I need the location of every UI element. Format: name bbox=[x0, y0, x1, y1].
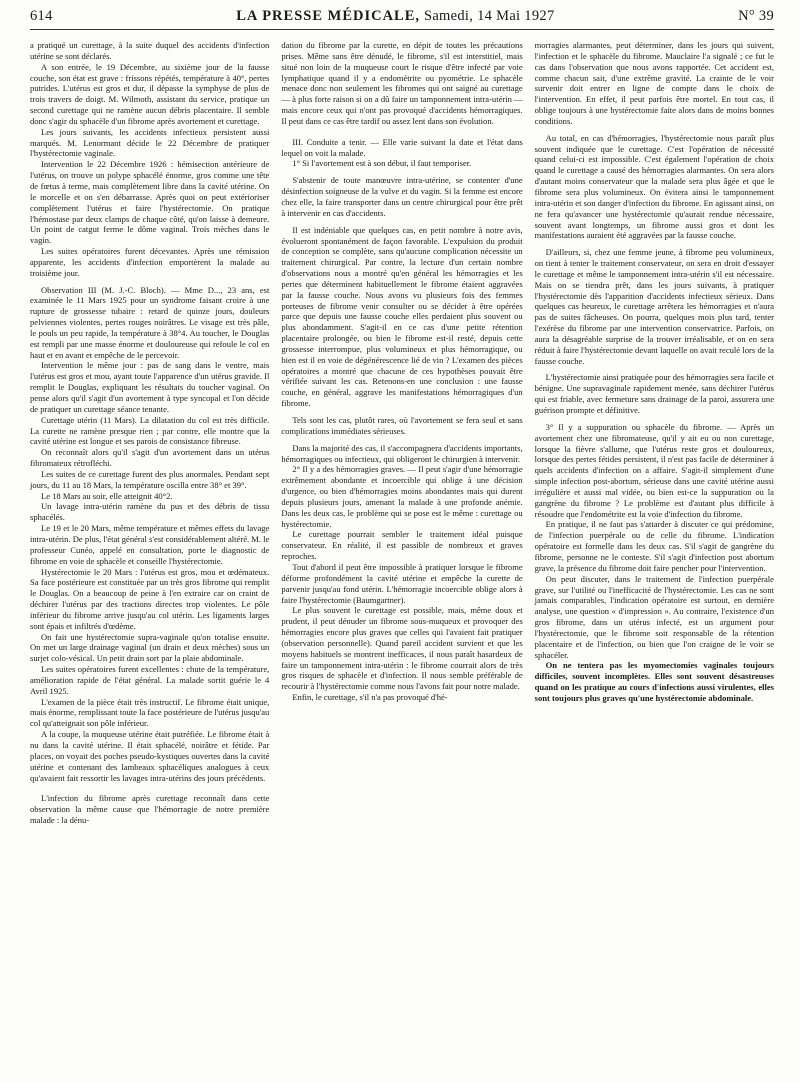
paragraph: a pratiqué un curettage, à la suite duquel des accidents d'infection utérine se sont déclarés. bbox=[30, 40, 270, 61]
paragraph: Enfin, le curettage, s'il n'a pas provoqué d'hé- bbox=[292, 692, 448, 703]
paragraph: Il est indéniable que quelques cas, en petit nombre à notre avis, évolueront spontanément de façon favorable. L'expulsion du produit de conception se complète, sans qu'aucune complication nécessite un traitement chirurgical. Par contre, la lecture d'un certain nombre d'observations nous a montré qu'en général les hémorragies et les pertes que déterminent habituellement le fibrome étaient aggravées par la fausse couche. Nous avons vu plusieurs fois des femmes porteuses de fibrome venir consulter ou se décider à être opérées parce que depuis une fausse couche elles perdaient plus souvent ou plus abondamment. S'agit-il en ce cas d'une petite rétention placentaire prolongée, ou bien le fibrome est-il resté, depuis cette grossesse interrompue, plus volumineux et plus hémorragique, ou bien est il en voie de dégénérescence lié de vin ? L'examen des pièces opératoires a montré que chacune de ces hypothèses pouvait être vérifiée suivant les cas. Retenons-en une conclusion : une fausse couche, en général, aggrave les manifestations hémorragiques d'un fibrome. bbox=[281, 224, 523, 409]
paragraph: S'abstenir de toute manœuvre intra-utérine, se contenter d'une désinfection soigneuse de la vulve et du vagin. Si la femme est encore chez elle, la faire transporter dans un centre chirurgical pour être prêt à intervenir en cas d'accidents. bbox=[281, 175, 523, 218]
subsection-paragraph: 2° Il y a des hémorragies graves. — Il peut s'agir d'une hémorragie extrêmement abondante et incoercible qui oblige à une décision d'urgence, ou bien d'hémorragies moins abondantes mais qui durent depuis plusieurs jours, amenant la malade à une profonde anémie. Dans les deux cas, le problème qui se pose est le même : curettage ou hystérectomie. bbox=[281, 464, 523, 529]
paragraph: Un lavage intra-utérin ramène du pus et des débris de tissu sphacélés. bbox=[30, 501, 270, 523]
paragraph: Les suites de ce curettage furent des plus anormales. Pendant sept jours, du 11 au 18 Mars, la température oscilla entre 38° et 39°. bbox=[30, 468, 270, 490]
subsection-paragraph: 3° Il y a suppuration ou sphacèle du fibrome. — Après un avortement chez une fibromateuse, qu'il y ait eu ou non curettage, lorsque la fièvre s'allume, que l'utérus reste gros et douloureux, lorsque des pertes fétides persistent, il n'est pas facile de déterminer à quels accidents d'infection on a affaire. S'agit-il simplement d'une simple infection post-abortum, sérieuse dans une cavité utérine aussi irrégulière et aussi mal vidée, ou bien est-ce la suppuration ou la gangrène du fibrome ? Le problème est d'autant plus difficile à résoudre que l'endométrite est la voie d'infection du fibrome. bbox=[534, 421, 774, 519]
paragraph: 1° Si l'avortement est à son début, il faut temporiser. bbox=[292, 158, 472, 169]
column-1 bbox=[30, 40, 269, 826]
paragraph: A la coupe, la muqueuse utérine était putréfiée. Le fibrome était à nu dans la cavité utérine. Il était sphacélé, noirâtre et fétide. Par places, on voyait des poches pseudo-kystiques ouvertes dans la cavité utérine et contenant des lambeaux sphacéliques analogues à ceux qu'avaient fait ressortir les lavages intra-utérins des jours précédents. bbox=[30, 729, 270, 783]
paragraph: En pratique, il ne faut pas s'attarder à discuter ce qui prédomine, de l'infection puerpérale ou de celle du fibrome. L'indication opératoire est formelle dans les deux cas. S'il s'agit de gangrène du fibrome, personne ne le conteste. S'il s'agit d'infection post abortum grave, la présence du fibrome doit faire pencher pour l'intervention. bbox=[534, 519, 774, 573]
paragraph: Tels sont les cas, plutôt rares, où l'avortement se fera seul et sans complications immédiates sérieuses. bbox=[281, 415, 523, 436]
paragraph: D'ailleurs, si, chez une femme jeune, à fibrome peu volumineux, on tient à tenter le traitement conservateur, on sera en droit d'essayer le curettage et même le tamponnement intra-utérin s'il est nécessaire. Mais on se tiendra prêt, dans les jours suivants, à pratiquer l'hystérectomie dès l'apparition d'accidents infectieux sérieux. Dans quelques cas heureux, le curettage arrêtera les hémorragies et n'aura pas de suites fâcheuses. On pourra, quelques mois plus tard, tenter l'exérèse du fibrome par une intervention conservatrice. Parfois, on aura la désagréable surprise de la trouver irréalisable, et on en sera réduit à faire l'hystérectomie devant laquelle on avait reculé lors de la fausse couche. bbox=[534, 247, 774, 366]
paragraph: Dans la majorité des cas, il s'accompagnera d'accidents importants, hémorragiques ou infectieux, qui obligeront le chirurgien à intervenir. bbox=[281, 442, 523, 464]
paragraph: On peut discuter, dans le traitement de l'infection puerpérale grave, sur l'utilité ou l'inefficacité de l'hystérectomie. Les cas ne sont jamais comparables, l'indication opératoire est surtout, en dernière analyse, une question « d'impression ». Au contraire, l'existence d'un gros fibrome, dans un utérus infecté, est un argument pour l'hystérectomie, que le fibrome soit responsable de la rétention placentaire et de l'infection, ou bien que l'on craigne de le voir se sphacéler. bbox=[534, 573, 774, 660]
paragraph: On reconnaît alors qu'il s'agit d'un avortement dans un utérus fibromateux rétrofléchi. bbox=[30, 447, 270, 469]
paragraph: Au total, en cas d'hémorragies, l'hystérectomie nous paraît plus souvent indiquée que le curettage. C'est l'opération de nécessité quand celui-ci est impossible. C'est également l'opération de choix quand le curettage a causé des hémorragies alarmantes. On sera alors d'autant moins conservateur que la malade sera plus âgée et que le fibrome sera plus volumineux. On évitera ainsi le tamponnement intra-utérin et son danger d'infection du fibrome. En agissant ainsi, on ne fera qu'avancer une hystérectomie qu'aurait rendue nécessaire, souvent avant longtemps, un fibrome aussi gros et dont les manifestations auraient été aggravées par la fausse couche. bbox=[534, 132, 774, 241]
paragraph: L'hystérectomie ainsi pratiquée pour des hémorragies sera facile et bénigne. Une supravaginale rapidement menée, sans déchirer l'utérus qui est friable, avec fermeture sans drainage de la paroi, assurera une guérison prompte et définitive. bbox=[534, 372, 774, 415]
paragraph: Hystérectomie le 20 Mars : l'utérus est gros, mou et œdémateux. Sa face postérieure est constituée par un très gros fibrome qui remplit le Douglas. On a beaucoup de peine à l'en extraire car on craint de déchirer l'utérus par des tractions directes trop violentes. Le pôle inférieur du fibrome arrive jusqu'au col utérin. Les ligaments larges sont épais et infiltrés d'œdème. bbox=[30, 566, 270, 631]
paragraph: Le 19 et le 20 Mars, même température et mêmes effets du lavage intra-utérin. De plus, l'état général s'est considérablement altéré. M. le professeur Cunéo, appelé en consultation, porte le diagnostic de fibrome en voie de sphacèle et conseille l'hystérectomie. bbox=[30, 523, 270, 566]
paragraph: Les suites opératoires furent décevantes. Après une rémission apparente, les accidents d'infection emportèrent la malade au troisième jour. bbox=[30, 246, 270, 278]
journal-title: LA PRESSE MÉDICALE, bbox=[236, 8, 421, 24]
page-number: 614 bbox=[30, 8, 53, 24]
issue-number: N° 39 bbox=[738, 8, 774, 24]
paragraph: Les suites opératoires furent excellentes : chute de la température, amélioration rapide de l'état général. La malade sortit guérie le 4 Avril 1925. bbox=[30, 664, 270, 696]
paragraph: dation du fibrome par la curette, en dépit de toutes les précautions prises. Même sans être dénudé, le fibrome, s'il est interstitiel, mais situé non loin de la muqueuse court le risque d'être infecté par voie lymphatique quand il y a endométrite ou pyométrie. Le sphacèle menace donc non seulement les fibromes qui ont saigné au curettage — à plus forte raison si on a dû faire un tamponnement intra-utérin — mais encore ceux qui n'ont pas provoqué d'accidents hémorragiques. Il peut dans ce cas être tardif ou assez lent dans son évolution. bbox=[281, 40, 523, 126]
issue-date: Samedi, 14 Mai 1927 bbox=[423, 8, 555, 24]
paragraph: L'examen de la pièce était très instructif. Le fibrome était unique, mais énorme, remplissant toute la face postérieure de l'utérus jusqu'au col qu'atteignait son pôle inférieur. bbox=[30, 696, 270, 729]
paragraph: A son entrée, le 19 Décembre, au sixième jour de la fausse couche, son état est grave : frissons répétés, température à 40°, pertes putrides. L'utérus est gros et dur, il dépasse la symphyse de plus de trois travers de doigt. M. Wilmoth, assistant du service, pratique un second curettage qui ne ramène aucun débris placentaire. Il semble donc s'agir du sphacèle d'un fibrome après avortement et curettage. bbox=[30, 61, 270, 126]
paragraph: Les jours suivants, les accidents infectieux persistent aussi marqués. M. Lenormant décide le 22 Décembre de pratiquer l'hystérectomie vaginale. bbox=[30, 126, 270, 159]
paragraph: Le plus souvent le curettage est possible, mais, même doux et prudent, il peut dénuder un fibrome sous-muqueux et provoquer des hémorragies encore plus graves que celles qui l'avaient fait pratiquer (observation personnelle). Quand pareil accident survient et que les moyens habituels se montrent inefficaces, il nous paraît hasardeux de faire un tamponnement intra-utérin : le fibrome courrait alors de très gros risques de sphacèle et d'infection. Il nous semble préférable de recourir à l'hystérectomie comme nous l'avons fait pour notre malade. bbox=[281, 605, 523, 692]
paragraph: Intervention le même jour : pas de sang dans le ventre, mais l'utérus est gros et mou, ayant toute l'apparence d'un utérus gravide. Il remplit le Douglas, expliquant les résultats du toucher vaginal. On pense alors qu'il s'agit d'un avortement à type syncopal et l'on décide de pratiquer un curettage séance tenante. bbox=[30, 360, 270, 414]
paragraph: On fait une hystérectomie supra-vaginale qu'on totalise ensuite. On met un large drainage vaginal (un drain et deux mèches) sous un surjet colo-vésical. Un petit drain sort par la plaie abdominale. bbox=[30, 631, 270, 664]
paragraph: L'infection du fibrome après curettage reconnaît dans cette observation la même cause que l'hémorragie de notre première malade : la dénu- bbox=[30, 793, 270, 826]
paragraph: Le 18 Mars au soir, elle atteignit 40°2. bbox=[41, 490, 173, 501]
paragraph: Curettage utérin (11 Mars). La dilatation du col est très difficile. La curette ne ramène presque rien ; par contre, elle montre que la cavité utérine est longue et ses parois de consistance fibreuse. bbox=[30, 414, 270, 447]
observation-heading-paragraph: Observation III (M. J.-C. Bloch). — Mme D..., 23 ans, est examinée le 11 Mars 1925 pour un syndrome faisant croire à une rupture de grossesse tubaire : retard de quinze jours, douleurs pelviennes violentes, pertes rouges noirâtres. Le visage est très pâle, le pouls un peu rapide, la température à 38°4. Au toucher, le Douglas est rempli par une masse énorme et douloureuse qui refoule le col en haut et en avant et empêche de le percevoir. bbox=[30, 284, 270, 360]
paragraph: morragies alarmantes, peut déterminer, dans les jours qui suivent, l'infection et le sphacèle du fibrome. Mauclaire l'a signalé ; ce fut le cas dans l'observation que nous avons rapportée. Cet accident est, comme chacun sait, d'une extrême gravité. La crainte de le voir survenir doit entrer en ligne de compte dans le choix de l'intervention. En effet, il peut parfois être mortel. En tout cas, il oblige toujours à une hystérectomie faite alors dans de moins bonnes conditions. bbox=[534, 40, 774, 126]
paragraph: On ne tentera pas les myomectomies vaginales toujours difficiles, souvent incomplètes. Elles sont souvent désastreuses quand on les pratique au cours d'infections aussi virulentes, elles sont toujours plus graves qu'une hystérectomie abdominale. bbox=[534, 660, 774, 703]
section-heading-paragraph: III. Conduite a tenir. — Elle varie suivant la date et l'état dans lequel on voit la malade. bbox=[281, 136, 523, 158]
column-2 bbox=[281, 40, 522, 826]
masthead bbox=[236, 8, 554, 25]
article-columns bbox=[30, 40, 774, 826]
paragraph: Intervention le 22 Décembre 1926 : hémisection antérieure de l'utérus, on trouve un polype sphacélé énorme, gros comme une tête de fœtus à terme, mais complètement libre dans la cavité utérine. On le morcelle et on s'en débarrasse. Après quoi on peut extérioriser complètement l'utérus et faire l'hystérectomie. On pratique l'hémostase par deux clamps de chaque côté, qu'on laisse à demeure. Un point de catgut ferme le dôme vaginal. Trois mèches dans le vagin. bbox=[30, 159, 270, 246]
column-3 bbox=[535, 40, 774, 826]
page-header bbox=[30, 8, 774, 30]
paragraph: Le curettage pourrait sembler le traitement idéal puisque conservateur. En réalité, il est passible de nombreux et graves reproches. bbox=[281, 529, 523, 562]
paragraph: Tout d'abord il peut être impossible à pratiquer lorsque le fibrome déforme profondément la cavité utérine et empêche la curette de parvenir jusqu'au fond utérin. L'hémorragie incoercible oblige alors à faire l'hystérectomie (Baumgartner). bbox=[281, 561, 523, 605]
